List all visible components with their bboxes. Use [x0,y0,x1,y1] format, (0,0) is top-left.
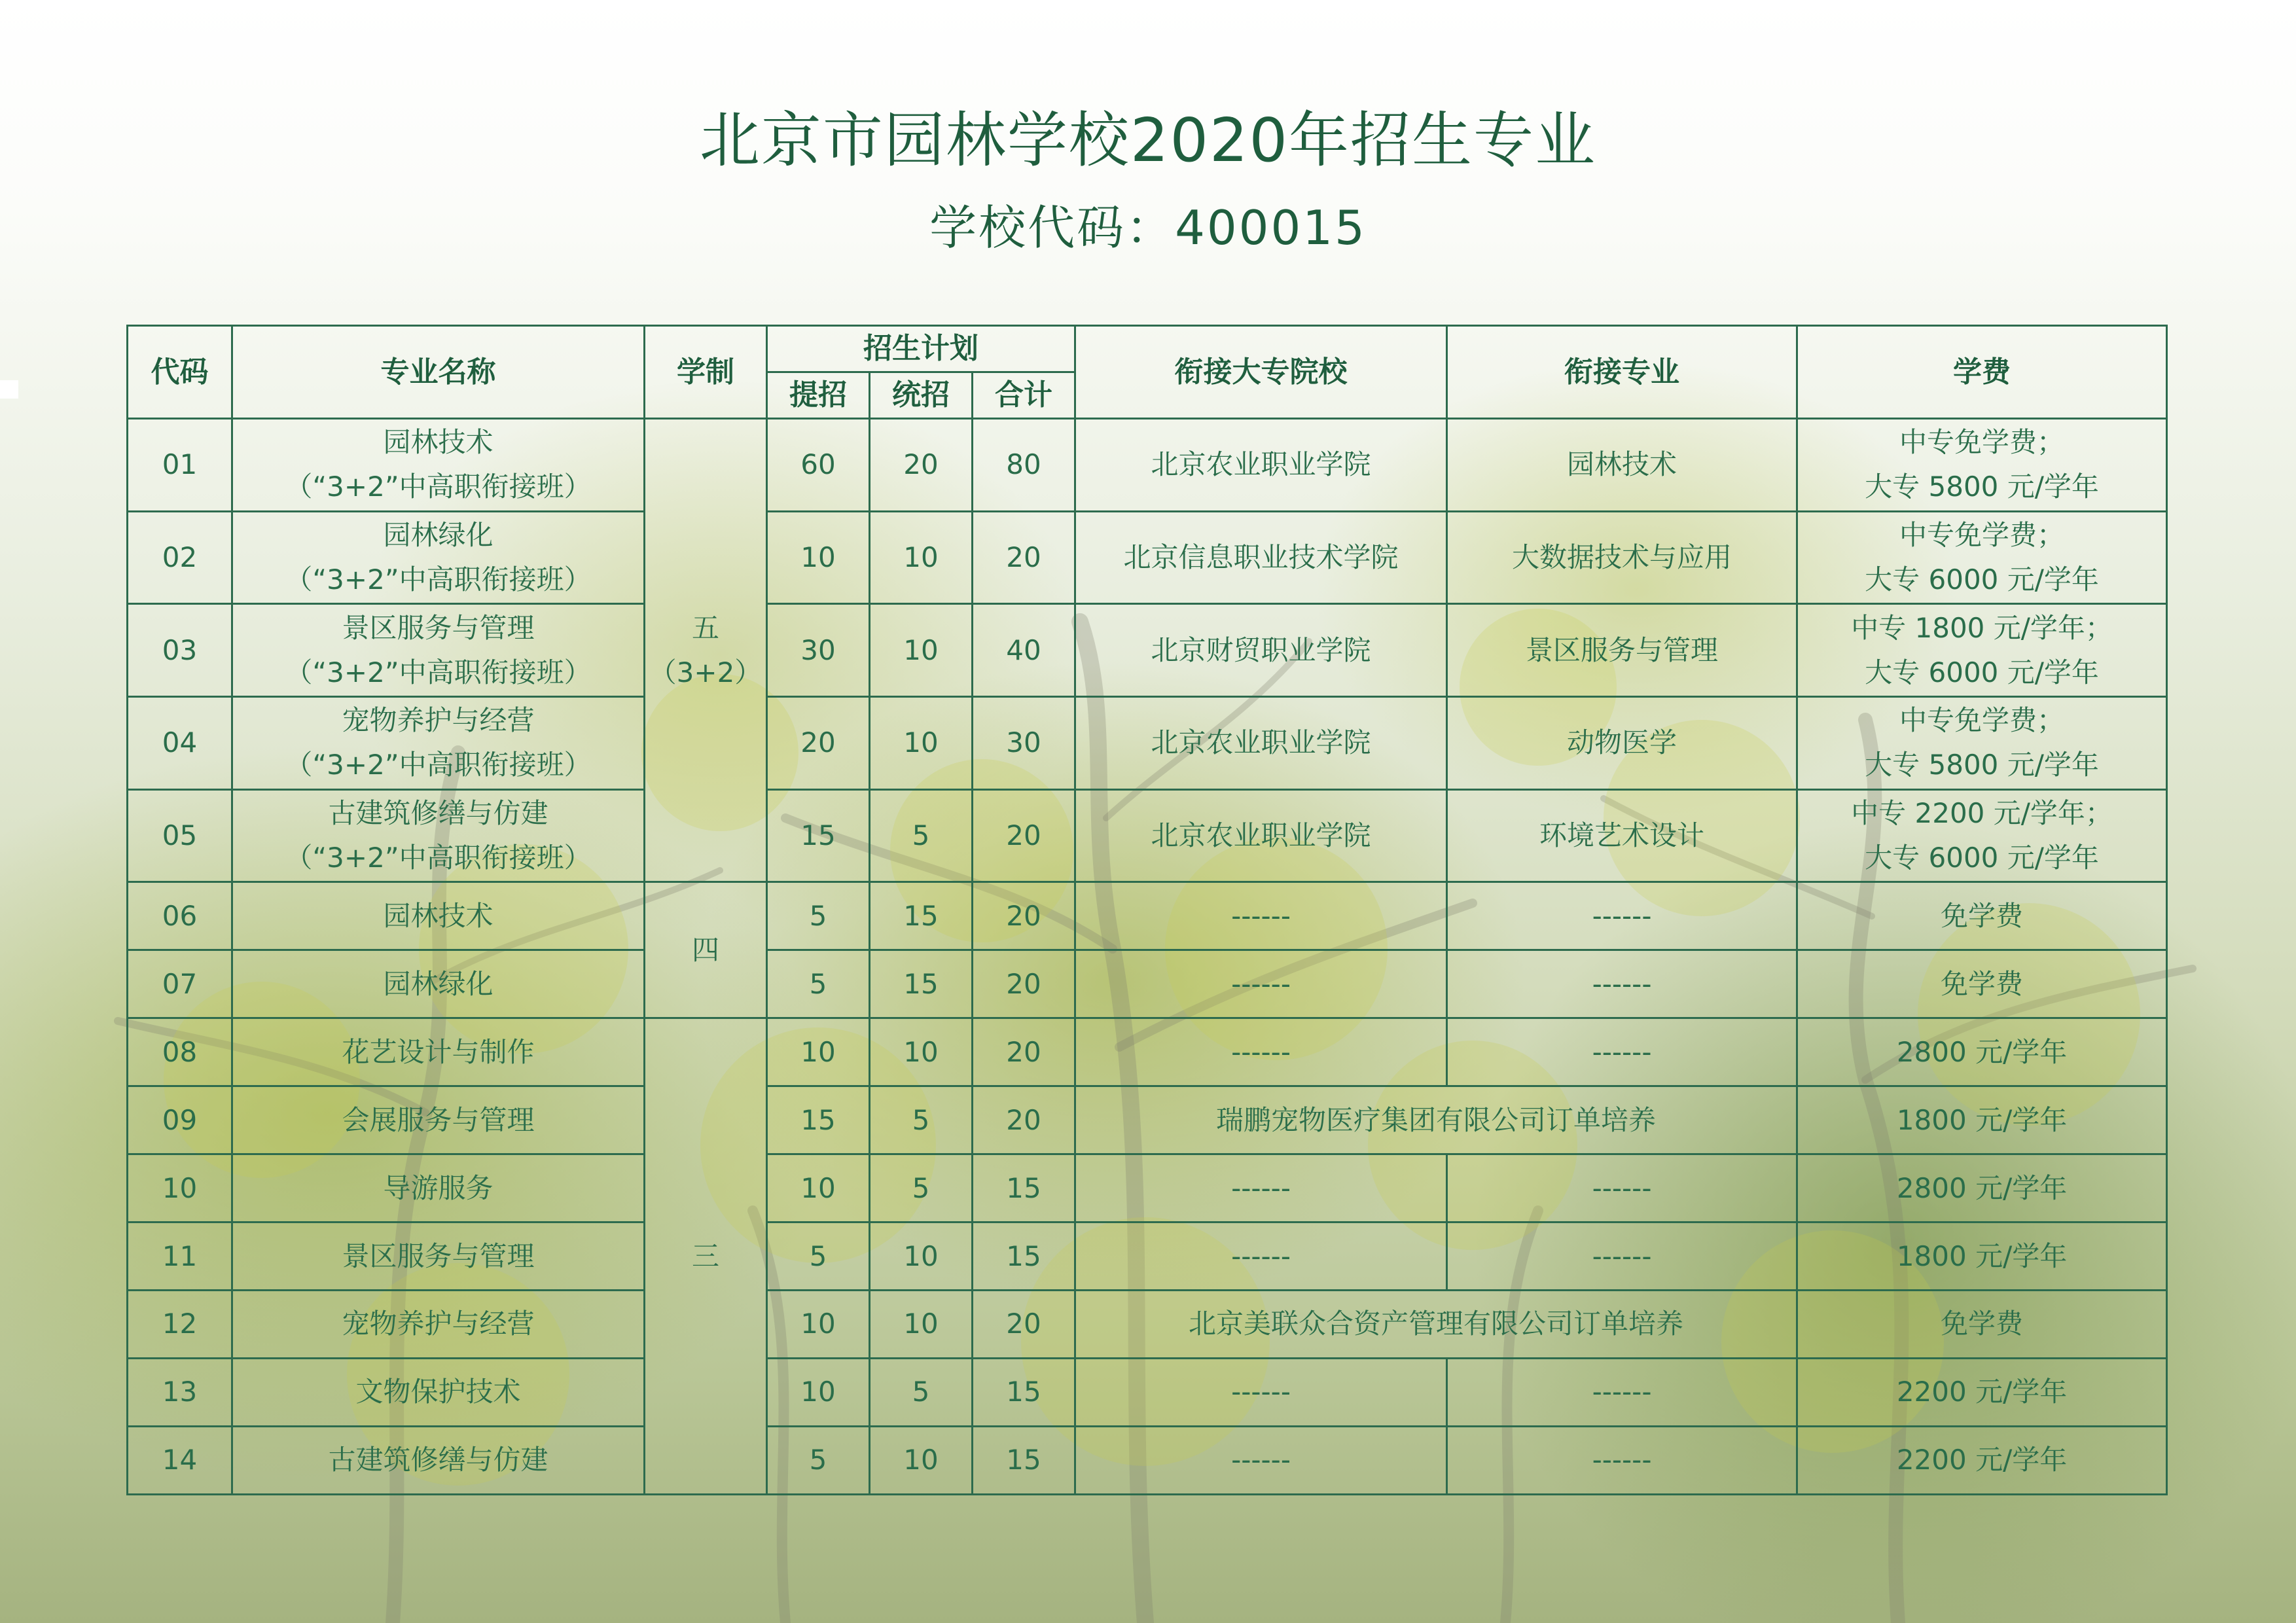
table-row [128,1426,2167,1494]
cell-college: 北京农业职业学院 [1075,419,1447,512]
cell-code: 04 [128,696,232,789]
cell-tizhao: 15 [767,1086,870,1154]
header-tizhao: 提招 [767,372,870,419]
cell-tongzhao: 10 [870,511,973,604]
cell-linked-major: 环境艺术设计 [1447,789,1797,882]
cell-tongzhao: 10 [870,604,973,697]
header-college: 衔接大专院校 [1075,326,1447,419]
cell-tongzhao: 10 [870,1018,973,1086]
cell-college: ------ [1075,1154,1447,1222]
cell-tongzhao: 5 [870,789,973,882]
cell-order-training: 瑞鹏宠物医疗集团有限公司订单培养 [1075,1086,1797,1154]
cell-major: 会展服务与管理 [232,1086,645,1154]
cell-linked-major: ------ [1447,1018,1797,1086]
cell-total: 20 [973,882,1075,950]
cell-linked-major: 园林技术 [1447,419,1797,512]
major-name: 宠物养护与经营 [342,704,535,737]
table-row [128,1291,2167,1359]
cell-major [232,696,645,789]
cell-college: 北京农业职业学院 [1075,789,1447,882]
cell-tizhao: 5 [767,882,870,950]
cell-fee [1797,511,2167,604]
table-row [128,1154,2167,1222]
header-fee: 学费 [1797,326,2167,419]
table-row [128,789,2167,882]
cell-code: 11 [128,1222,232,1291]
cell-order-training: 北京美联众合资产管理有限公司订单培养 [1075,1291,1797,1359]
header-total: 合计 [973,372,1075,419]
cell-tizhao: 5 [767,1426,870,1494]
cell-code: 10 [128,1154,232,1222]
cell-total: 40 [973,604,1075,697]
cell-code: 05 [128,789,232,882]
cell-college: 北京农业职业学院 [1075,696,1447,789]
cell-major: 花艺设计与制作 [232,1018,645,1086]
cell-code: 02 [128,511,232,604]
cell-major [232,789,645,882]
cell-linked-major: ------ [1447,1426,1797,1494]
cell-fee: 2800 元/学年 [1797,1154,2167,1222]
cell-fee: 2800 元/学年 [1797,1018,2167,1086]
cell-total: 15 [973,1358,1075,1426]
table-row [128,1222,2167,1291]
cell-tizhao: 15 [767,789,870,882]
cell-college: ------ [1075,1426,1447,1494]
cell-major: 园林绿化 [232,950,645,1018]
header-code: 代码 [128,326,232,419]
cell-college: 北京信息职业技术学院 [1075,511,1447,604]
fee-line-2: 大专 5800 元/学年 [1865,749,2099,781]
system-five-note: （3+2） [649,656,762,688]
cell-linked-major: ------ [1447,1154,1797,1222]
fee-line-2: 大专 6000 元/学年 [1865,563,2099,596]
cell-linked-major: 景区服务与管理 [1447,604,1797,697]
fee-line-2: 大专 6000 元/学年 [1865,841,2099,874]
fee-line-2: 大专 6000 元/学年 [1865,656,2099,688]
table-row [128,1358,2167,1426]
cell-tongzhao: 10 [870,1426,973,1494]
cell-code: 14 [128,1426,232,1494]
major-note: （“3+2”中高职衔接班） [285,471,592,503]
fee-line-1: 中专 1800 元/学年； [1851,611,2113,644]
cell-major [232,604,645,697]
cell-tongzhao: 15 [870,882,973,950]
cell-code: 01 [128,419,232,512]
major-name: 景区服务与管理 [342,611,535,644]
cell-code: 09 [128,1086,232,1154]
cell-college: ------ [1075,1358,1447,1426]
school-code: 学校代码：400015 [929,200,1367,255]
cell-total: 20 [973,511,1075,604]
fee-line-1: 中专免学费； [1899,704,2065,737]
cell-tongzhao: 5 [870,1086,973,1154]
cell-total: 20 [973,789,1075,882]
cell-system-three: 三 [645,1018,767,1495]
cell-fee: 免学费 [1797,1291,2167,1359]
cell-college: 北京财贸职业学院 [1075,604,1447,697]
cell-linked-major: ------ [1447,1222,1797,1291]
major-note: （“3+2”中高职衔接班） [285,841,592,874]
table-row [128,1086,2167,1154]
fee-line-1: 中专免学费； [1899,426,2065,459]
cell-tizhao: 5 [767,950,870,1018]
system-five: 五 [691,611,719,644]
header-major: 专业名称 [232,326,645,419]
table-row [128,882,2167,950]
header-tongzhao: 统招 [870,372,973,419]
cell-tizhao: 10 [767,1291,870,1359]
cell-tongzhao: 20 [870,419,973,512]
cell-system-four: 四 [645,882,767,1018]
cell-major: 古建筑修缮与仿建 [232,1426,645,1494]
major-name: 古建筑修缮与仿建 [328,796,548,829]
header-linked-major: 衔接专业 [1447,326,1797,419]
cell-total: 30 [973,696,1075,789]
cell-tizhao: 10 [767,1358,870,1426]
cell-fee [1797,696,2167,789]
cell-tongzhao: 10 [870,696,973,789]
cell-total: 80 [973,419,1075,512]
cell-total: 20 [973,1086,1075,1154]
cell-code: 06 [128,882,232,950]
fee-line-1: 中专 2200 元/学年； [1851,796,2113,829]
cell-tongzhao: 10 [870,1222,973,1291]
cell-tongzhao: 15 [870,950,973,1018]
cell-code: 07 [128,950,232,1018]
cell-fee: 2200 元/学年 [1797,1358,2167,1426]
cell-fee: 2200 元/学年 [1797,1426,2167,1494]
cell-college: ------ [1075,1222,1447,1291]
white-corner-mark [0,380,18,399]
cell-system-five [645,419,767,882]
major-note: （“3+2”中高职衔接班） [285,563,592,596]
table-row [128,950,2167,1018]
cell-major: 景区服务与管理 [232,1222,645,1291]
header-plan: 招生计划 [767,326,1075,372]
table-row [128,511,2167,604]
fee-line-2: 大专 5800 元/学年 [1865,471,2099,503]
cell-total: 20 [973,950,1075,1018]
cell-fee [1797,604,2167,697]
table-row [128,1018,2167,1086]
cell-major [232,511,645,604]
fee-line-1: 中专免学费； [1899,518,2065,551]
cell-fee: 1800 元/学年 [1797,1222,2167,1291]
cell-total: 20 [973,1291,1075,1359]
cell-fee: 免学费 [1797,950,2167,1018]
cell-major [232,419,645,512]
page-title: 北京市园林学校2020年招生专业 [699,105,1597,175]
major-note: （“3+2”中高职衔接班） [285,656,592,688]
major-name: 园林技术 [383,426,493,459]
cell-total: 15 [973,1222,1075,1291]
cell-tongzhao: 5 [870,1154,973,1222]
cell-tizhao: 20 [767,696,870,789]
cell-total: 20 [973,1018,1075,1086]
table-row [128,419,2167,512]
cell-fee: 1800 元/学年 [1797,1086,2167,1154]
cell-linked-major: ------ [1447,1358,1797,1426]
cell-tizhao: 10 [767,1154,870,1222]
cell-fee [1797,419,2167,512]
table-row [128,604,2167,697]
major-note: （“3+2”中高职衔接班） [285,749,592,781]
enrollment-table [126,325,2168,1495]
cell-fee [1797,789,2167,882]
table-row [128,696,2167,789]
cell-tizhao: 30 [767,604,870,697]
cell-total: 15 [973,1154,1075,1222]
cell-tizhao: 60 [767,419,870,512]
cell-code: 03 [128,604,232,697]
cell-major: 文物保护技术 [232,1358,645,1426]
cell-college: ------ [1075,950,1447,1018]
cell-tizhao: 10 [767,1018,870,1086]
cell-tongzhao: 5 [870,1358,973,1426]
cell-major: 宠物养护与经营 [232,1291,645,1359]
cell-linked-major: ------ [1447,882,1797,950]
cell-college: ------ [1075,1018,1447,1086]
header-system: 学制 [645,326,767,419]
cell-linked-major: 动物医学 [1447,696,1797,789]
cell-fee: 免学费 [1797,882,2167,950]
cell-linked-major: 大数据技术与应用 [1447,511,1797,604]
cell-total: 15 [973,1426,1075,1494]
cell-tongzhao: 10 [870,1291,973,1359]
cell-code: 12 [128,1291,232,1359]
cell-code: 13 [128,1358,232,1426]
cell-major: 导游服务 [232,1154,645,1222]
cell-tizhao: 10 [767,511,870,604]
cell-code: 08 [128,1018,232,1086]
cell-major: 园林技术 [232,882,645,950]
cell-tizhao: 5 [767,1222,870,1291]
cell-linked-major: ------ [1447,950,1797,1018]
major-name: 园林绿化 [383,518,493,551]
cell-college: ------ [1075,882,1447,950]
